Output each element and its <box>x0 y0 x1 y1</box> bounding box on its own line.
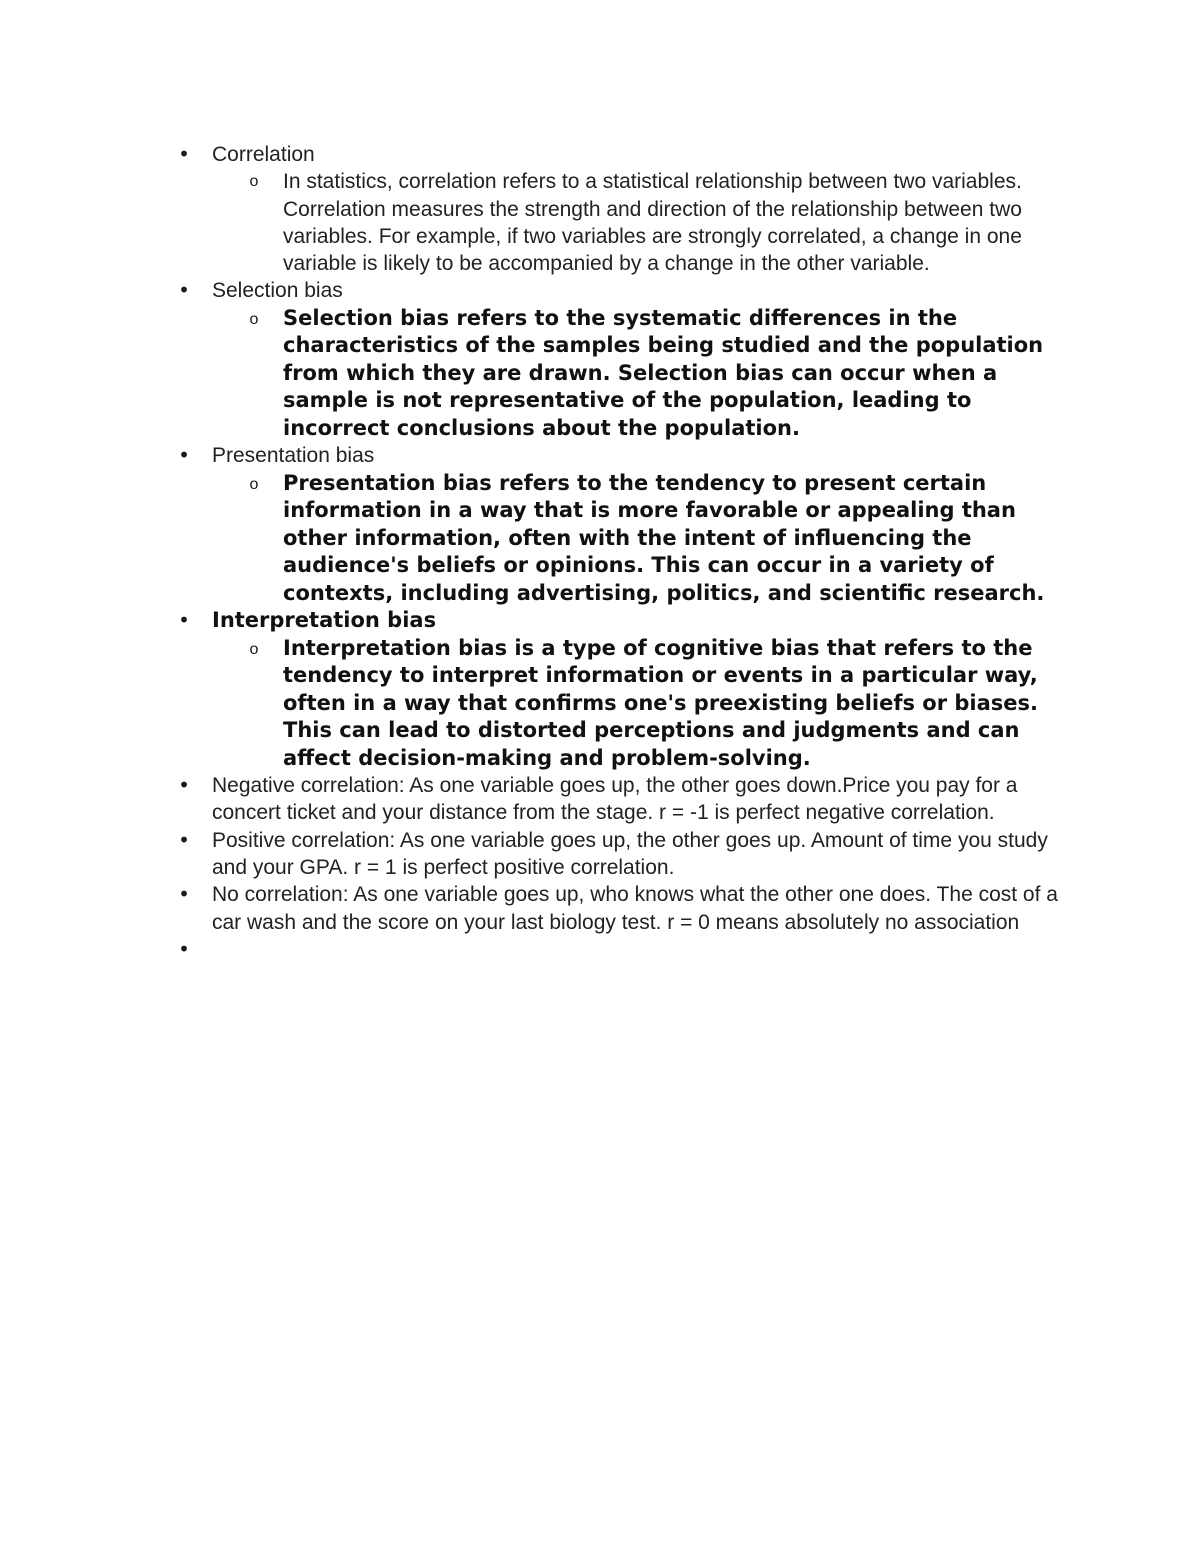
list-item-empty <box>160 936 1060 963</box>
list-item-positive-correlation <box>160 827 1060 882</box>
list-item-selection-bias <box>160 277 1060 442</box>
sub-bullet-icon: o <box>249 640 259 658</box>
item-description: Interpretation bias is a type of cognitive bias that refers to the tendency to interpret information or events in a particular way, often in a way that confirms one's preexisting beliefs or biases. This can lead to distorted perceptions and judgments and can affect decision-making and problem-solving. <box>283 635 1039 770</box>
sub-item <box>212 635 1060 773</box>
sub-list <box>212 305 1060 443</box>
item-label: Positive correlation: As one variable goes up, the other goes up. Amount of time you study and your GPA. r = 1 is perfect positive correlation. <box>212 828 1048 879</box>
item-label: Correlation <box>212 143 315 166</box>
sub-list <box>212 470 1060 608</box>
bullet-icon: • <box>178 443 190 468</box>
bullet-icon: • <box>178 142 190 166</box>
sub-item <box>212 470 1060 608</box>
item-label: Presentation bias <box>212 444 375 468</box>
item-description: Presentation bias refers to the tendency to present certain information in a way that is more favorable or appealing than other information, often with the intent of influencing the audience's beliefs or opinions. This can occur in a variety of contexts, including advertising, politics, and scientific research. <box>283 470 1045 605</box>
item-label <box>212 936 1060 963</box>
list-item-presentation-bias <box>160 442 1060 607</box>
bullet-icon: • <box>178 773 190 798</box>
list-item-no-correlation <box>160 881 1060 936</box>
bullet-icon: • <box>178 278 190 303</box>
bullet-icon: • <box>178 936 190 961</box>
bullet-icon: • <box>178 882 190 907</box>
sub-bullet-icon: o <box>249 475 259 493</box>
item-description: In statistics, correlation refers to a statistical relationship between two variables. Correlation measures the strength and direction of the relationship between two variables. For example, if two variables are strongly correlated, a change in one variable is likely to be accompanied by a change in the other variable. <box>283 170 1022 276</box>
item-description: Selection bias refers to the systematic differences in the characteristics of the samples being studied and the population from which they are drawn. Selection bias can occur when a sample is not representative of the population, leading to incorrect conclusions about the population. <box>283 305 1044 440</box>
item-label: Negative correlation: As one variable goes up, the other goes down.Price you pay for a concert ticket and your distance from the stage. r = -1 is perfect negative correlation. <box>212 774 1018 825</box>
sub-bullet-icon: o <box>249 173 259 191</box>
bullet-list <box>160 141 1060 963</box>
bullet-icon: • <box>178 608 190 633</box>
item-label: Selection bias <box>212 279 343 303</box>
sub-item <box>212 305 1060 443</box>
sub-item <box>212 168 1060 277</box>
sub-list <box>212 168 1060 277</box>
item-label: Interpretation bias <box>212 608 437 633</box>
bullet-icon: • <box>178 827 190 852</box>
sub-bullet-icon: o <box>249 310 259 328</box>
list-item-interpretation-bias <box>160 607 1060 772</box>
item-label: No correlation: As one variable goes up, who knows what the other one does. The cost of a car wash and the score on your last biology test. r = 0 means absolutely no association <box>212 883 1058 934</box>
list-item-correlation <box>160 141 1060 277</box>
list-item-negative-correlation <box>160 772 1060 827</box>
sub-list <box>212 635 1060 773</box>
